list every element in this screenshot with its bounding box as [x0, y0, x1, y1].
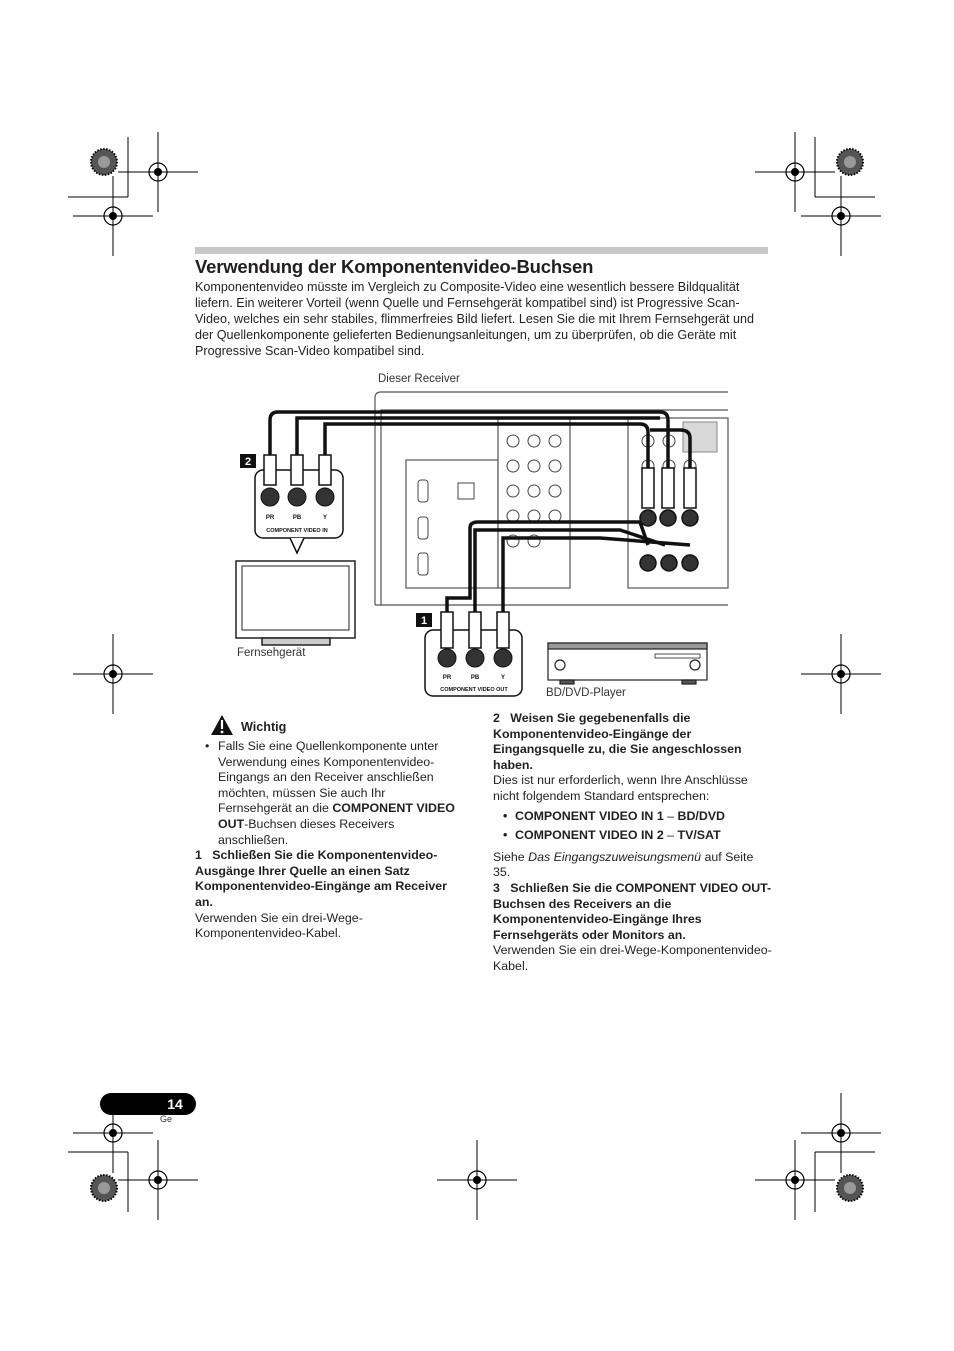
player-panel-label: COMPONENT VIDEO OUT: [440, 687, 508, 693]
page-number: 14: [167, 1096, 183, 1112]
intro-paragraph: Komponentenvideo müsste im Vergleich zu Composite-Video eine wesentlich bessere Bildqualität liefern. Ein weiterer Vorteil (wenn Quelle und Fernsehgerät kompatibel sind) ist Progressive Scan-Video, welches ein sehr stabiles, flimmerfreies Bild liefert. Lesen Sie die mit Ihrem Fernsehgerät und der Quellenkomponente gelieferten Bedienungsanleitungen, um zu überprüfen, ob die Geräte mit Progressive Scan-Video kompatibel sind.: [195, 280, 755, 358]
right-column: [493, 711, 773, 975]
warning-bullet: • Falls Sie eine Quellenkomponente unter Verwendung eines Komponentenvideo-Eingangs an den Receiver anschließen möchten, müssen Sie auch Ihr Fernsehgerät an die COMPONENT VIDEO OUT-Buchsen dieses Receivers anschließen.: [205, 739, 455, 847]
svg-text:1: 1: [420, 615, 428, 627]
player-jack-pb: PB: [470, 675, 480, 681]
step-2-body: Dies ist nur erforderlich, wenn Ihre Anschlüsse nicht folgendem Standard entsprechen:: [493, 773, 748, 803]
bullet-dot: •: [205, 739, 210, 753]
tv-jack-pb: PB: [292, 515, 302, 521]
receiver-label: Dieser Receiver: [378, 373, 460, 385]
step-3-title: 3 Schließen Sie die COMPONENT VIDEO OUT-Buchsen des Receivers an die Komponentenvideo-Eingänge Ihres Fernsehgeräts oder Monitors an.: [493, 880, 772, 942]
tv-jack-pr: PR: [265, 515, 275, 521]
tv-panel-label: COMPONENT VIDEO IN: [266, 528, 328, 534]
svg-text:2: 2: [244, 456, 252, 468]
left-column: [195, 718, 460, 942]
tv-input-panel: [255, 455, 343, 553]
see-reference: Siehe Das Eingangszuweisungsmenü auf Seite 35.: [493, 849, 754, 880]
step-badge-1: [416, 613, 432, 627]
section-header-bar: [195, 247, 768, 254]
step-badge-2: [240, 454, 256, 468]
television-icon: [236, 561, 355, 645]
player-jack-y: Y: [500, 675, 506, 681]
step-2-title: 2 Weisen Sie gegebenenfalls die Komponentenvideo-Eingänge der Eingangsquelle zu, die Sie angeschlossen haben.: [493, 711, 742, 772]
tv-jack-y: Y: [322, 515, 328, 521]
page-title: Verwendung der Komponentenvideo-Buchsen: [195, 256, 594, 277]
player-label: BD/DVD-Player: [546, 687, 626, 699]
default-assignment-1: • COMPONENT VIDEO IN 1 – BD/DVD: [503, 808, 725, 823]
default-assignment-2: • COMPONENT VIDEO IN 2 – TV/SAT: [503, 828, 721, 843]
step-1-body: Verwenden Sie ein drei-Wege-Komponentenvideo-Kabel.: [195, 910, 363, 941]
warning-title: Wichtig: [241, 720, 287, 734]
step-3-body: Verwenden Sie ein drei-Wege-Komponentenvideo-Kabel.: [493, 943, 772, 973]
player-jack-pr: PR: [442, 675, 452, 681]
bd-dvd-player-icon: [548, 643, 707, 684]
player-output-panel: [425, 612, 522, 696]
tv-label: Fernsehgerät: [237, 647, 306, 659]
receiver-plugs: [640, 468, 698, 571]
page-language: Ge: [160, 1114, 173, 1124]
step-1-title: 1 Schließen Sie die Komponentenvideo-Ausgänge Ihrer Quelle an einen Satz Komponentenvideo-Eingänge am Receiver an.: [195, 848, 447, 909]
